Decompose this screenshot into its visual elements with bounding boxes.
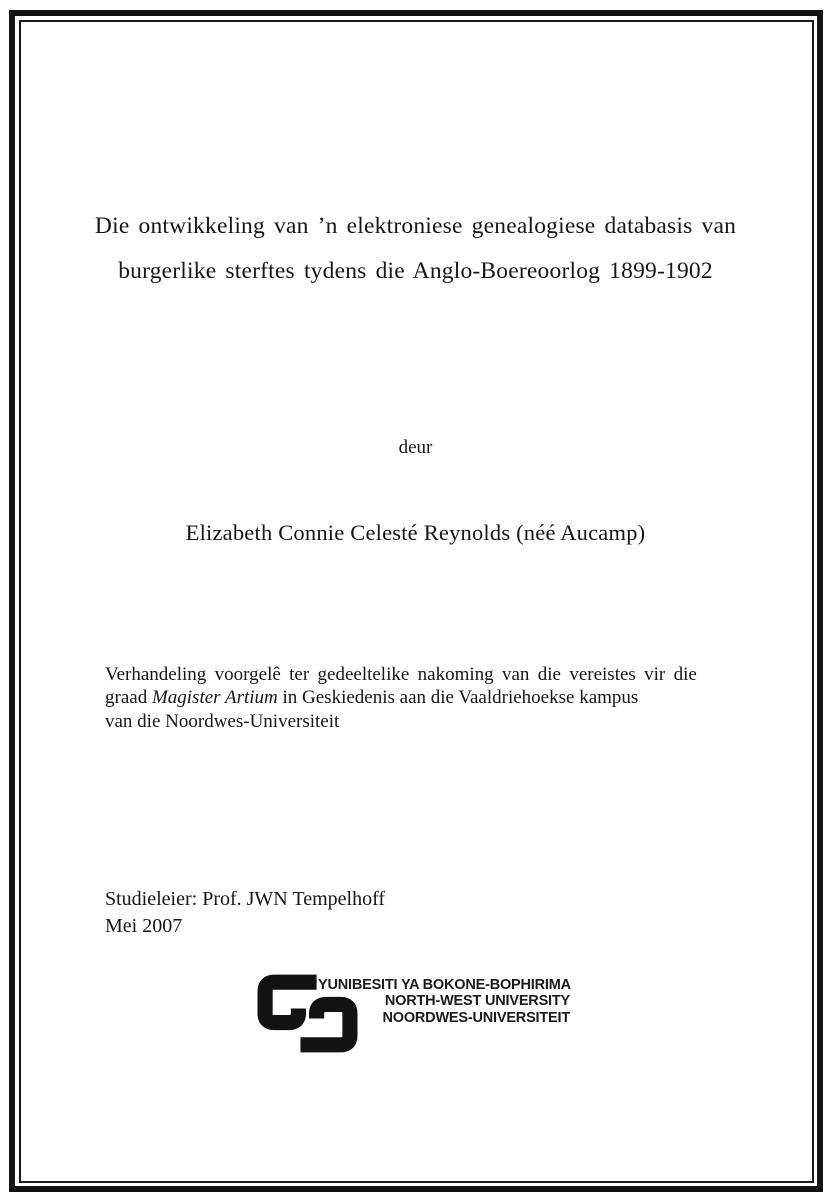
thesis-title-line-2: burgerlike sterftes tydens die Anglo-Boereoorlog 1899-1902 bbox=[118, 258, 713, 284]
university-name-afrikaans: NOORDWES-UNIVERSITEIT bbox=[382, 1009, 570, 1026]
university-logo-names bbox=[318, 977, 570, 1026]
university-logo bbox=[257, 974, 577, 1054]
thesis-title-line-1: Die ontwikkeling van ’n elektroniese genealogiese databasis van bbox=[94, 213, 737, 239]
degree-statement-line-3: van die Noordwes-Universiteit bbox=[105, 710, 340, 732]
degree-statement-line2-pre: graad bbox=[105, 687, 152, 709]
degree-statement-line-1: Verhandeling voorgelê ter gedeeltelike nakoming van die vereistes vir die bbox=[105, 664, 697, 685]
degree-statement bbox=[105, 663, 729, 733]
supervisor-line: Studieleier: Prof. JWN Tempelhoff bbox=[105, 888, 386, 910]
degree-statement-line2-post: in Geskiedenis aan die Vaaldriehoekse kampus bbox=[277, 687, 639, 709]
thesis-title bbox=[30, 204, 801, 294]
degree-statement-line-2 bbox=[105, 686, 729, 709]
byline-deur: deur bbox=[398, 437, 433, 458]
university-name-english: NORTH-WEST UNIVERSITY bbox=[384, 993, 570, 1010]
author-name: Elizabeth Connie Celesté Reynolds (néé Aucamp) bbox=[185, 520, 646, 545]
supervisor-block bbox=[105, 886, 385, 940]
date-line: Mei 2007 bbox=[105, 915, 183, 937]
degree-name-italic: Magister Artium bbox=[151, 687, 278, 709]
university-name-setswana: YUNIBESITI YA BOKONE-BOPHIRIMA bbox=[318, 977, 571, 993]
